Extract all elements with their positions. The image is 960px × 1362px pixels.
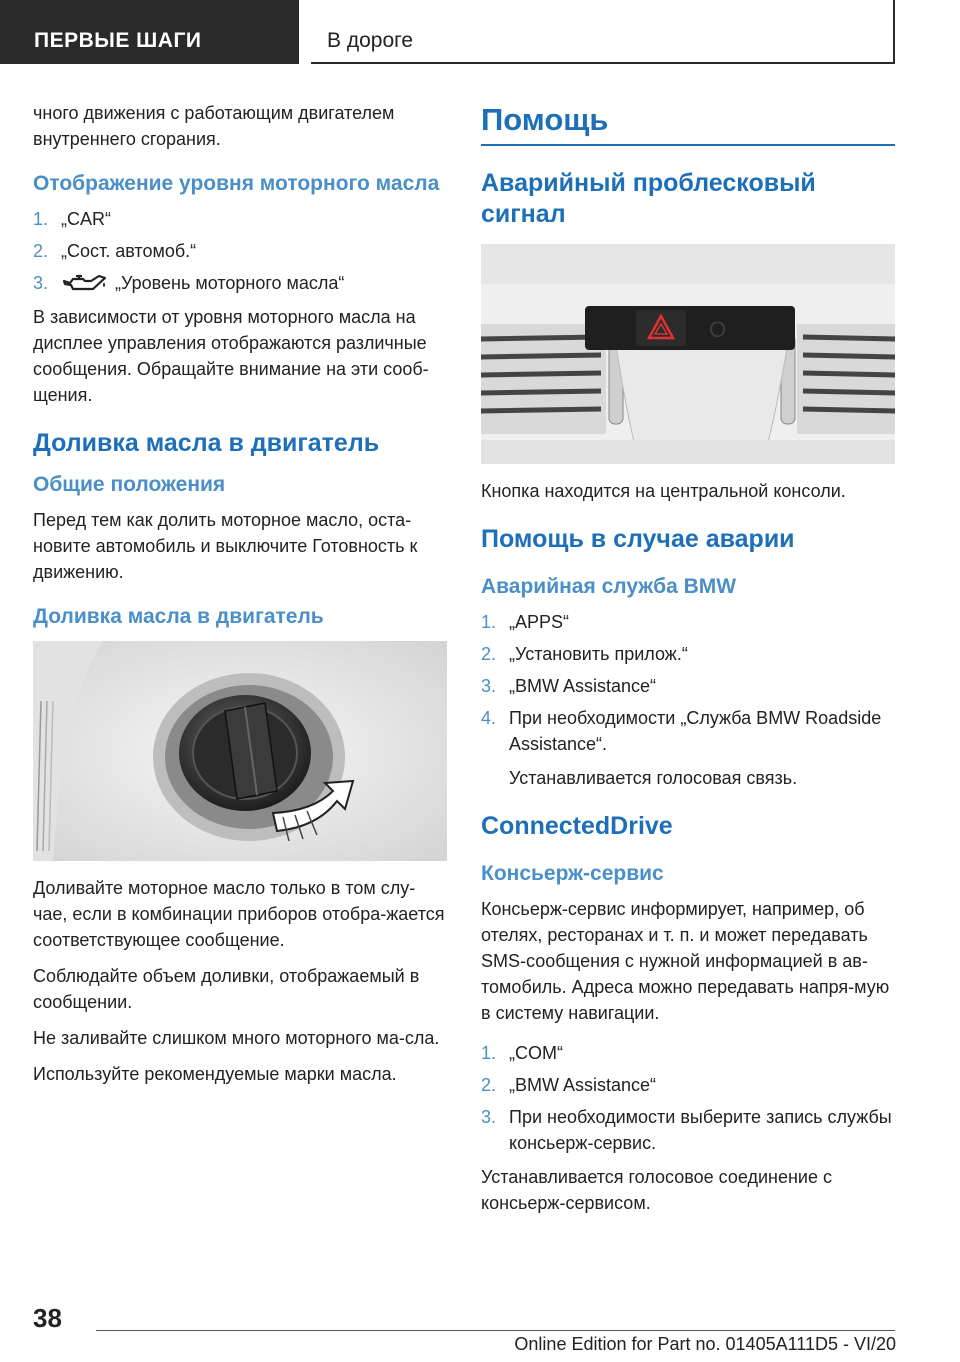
refill-caption: Доливайте моторное масло только в том слу-чае, если в комбинации приборов отобра-жается соответствующее сообщение. [33,878,445,950]
list-item: 3. При необходимости выберите запись службы консьерж-сервис. [481,1107,892,1153]
list-item: 2. „Сост. автомоб.“ [33,241,197,261]
oil-filler-cap-image [33,641,447,861]
list-item: 3. „BMW Assistance“ [481,676,657,696]
emergency-heading: Помощь в случае аварии [481,525,795,553]
concierge-text: Консьерж-сервис информирует, например, об отелях, ресторанах и т. п. и может передавать SMS-сообщения с нужной информацией в ав-томобиль. Адреса можно передавать напря-мую в систему навигации. [481,899,890,1023]
hazard-heading: Аварийный проблесковый сигнал [481,169,816,228]
oil-display-text: В зависимости от уровня моторного масла на дисплее управления отображаются различные сообщения. Обращайте внимание на эти сооб-щения. [33,307,429,405]
refill-paragraph-brands: Используйте рекомендуемые марки масла. [33,1064,397,1084]
left-column [33,100,447,1097]
right-column [481,100,895,1226]
footer-divider [96,1330,895,1331]
emergency-note: Устанавливается голосовая связь. [509,768,798,788]
help-title: Помощь [481,102,895,146]
intro-text: чного движения с работающим двигателем внутреннего сгорания. [33,103,395,149]
oil-display-heading: Отображение уровня моторного масла [33,172,440,195]
list-item: 1. „CAR“ [33,209,111,229]
concierge-heading: Консьерж-сервис [481,862,664,885]
hazard-caption: Кнопка находится на центральной консоли. [481,481,846,501]
hazard-button-image [481,244,895,464]
list-item: 4. При необходимости „Служба BMW Roadside Assistance“. [481,708,882,754]
concierge-final: Устанавливается голосовое соединение с консьерж-сервисом. [481,1167,832,1213]
list-item: 1. „APPS“ [481,612,570,632]
subsection-title: В дороге [311,0,895,64]
refill-paragraph-volume: Соблюдайте объем доливки, отображаемый в сообщении. [33,966,420,1012]
oil-display-steps [33,206,447,296]
emergency-steps [481,609,895,757]
general-text: Перед тем как долить моторное масло, оста-новите автомобиль и выключите Готовность к движению. [33,510,418,582]
connected-heading: ConnectedDrive [481,812,673,840]
list-item: 2. „Установить прилож.“ [481,644,688,664]
page-header [0,0,960,64]
list-item: 1. „COM“ [481,1043,563,1063]
page-number: 38 [33,1303,62,1333]
svg-text:O: O [709,317,727,342]
oil-can-icon [61,272,107,294]
list-item: 3. „Уровень моторного масла“ [33,273,345,293]
refill-heading: Доливка масла в двигатель [33,429,380,457]
refill-paragraph-overfill: Не заливайте слишком много моторного ма-сла. [33,1028,440,1048]
section-tab: ПЕРВЫЕ ШАГИ [0,0,299,64]
refill-subheading: Доливка масла в двигатель [33,605,324,628]
list-item: 2. „BMW Assistance“ [481,1075,657,1095]
emergency-subheading: Аварийная служба BMW [481,575,737,598]
concierge-steps [481,1040,895,1156]
edition-text: Online Edition for Part no. 01405A111D5 - VI/20 [514,1334,896,1354]
general-heading: Общие положения [33,473,226,496]
